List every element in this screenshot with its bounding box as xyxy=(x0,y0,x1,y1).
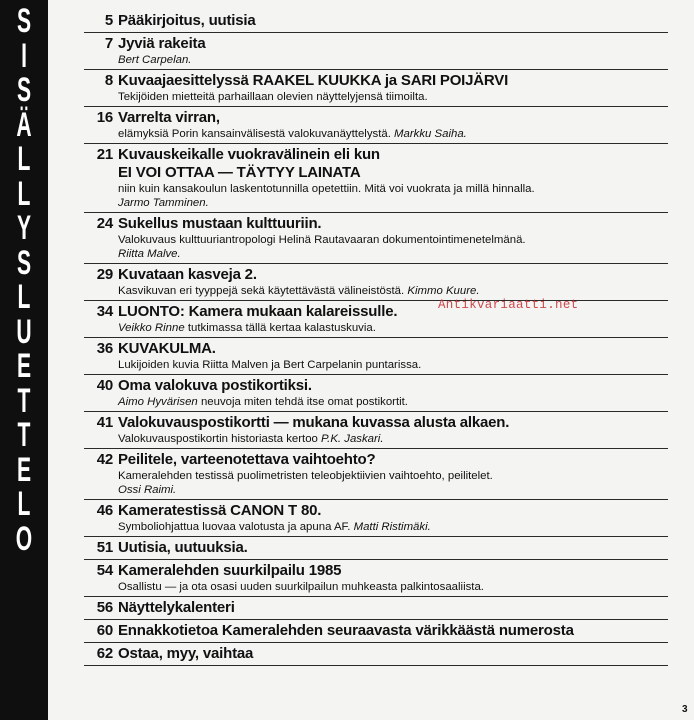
entry-author: Veikko Rinne xyxy=(118,322,185,334)
sidebar-letter: S xyxy=(16,71,32,109)
entry-author: Matti Ristimäki. xyxy=(353,521,431,533)
sidebar-letter: Y xyxy=(16,209,32,247)
page-ref: 60 xyxy=(96,622,113,639)
entry-description-text: Kasvikuvan eri tyyppejä sekä käytettävästä välineistöstä. xyxy=(118,285,405,297)
page-ref: 56 xyxy=(96,599,113,616)
entry-title: Ennakkotietoa Kameralehden seuraavasta värikkäästä numerosta xyxy=(118,622,574,639)
sidebar-title xyxy=(0,4,48,556)
entry-description-text: Tekijöiden mietteitä parhaillaan olevien näyttelyjensä tiimoilta. xyxy=(118,91,428,103)
entry-body xyxy=(118,266,668,298)
entry-title: Peilitele, varteenotettava vaihtoehto? xyxy=(118,451,376,468)
toc-entry xyxy=(84,500,668,537)
entry-description xyxy=(118,53,668,67)
entry-title: Kuvataan kasveja 2. xyxy=(118,266,257,283)
page-ref: 8 xyxy=(104,72,113,89)
sidebar-letter: T xyxy=(17,381,31,420)
toc-entry xyxy=(84,10,668,33)
entry-description-text: elämyksiä Porin kansainvälisestä valokuvanäyttelystä. xyxy=(118,128,391,140)
entry-title: Uutisia, uutuuksia. xyxy=(118,539,248,556)
entry-title: Varrelta virran, xyxy=(118,109,220,126)
entry-author: Aimo Hyvärisen xyxy=(118,396,198,408)
page-ref: 29 xyxy=(96,266,113,283)
sidebar-letter: I xyxy=(21,36,27,75)
toc-entry xyxy=(84,70,668,107)
entry-description-text: Valokuvaus kulttuuriantropologi Helinä Rautavaaran dokumentointimenetelmänä. xyxy=(118,234,526,246)
entry-body xyxy=(118,12,668,30)
toc-entry xyxy=(84,107,668,144)
page-number: 3 xyxy=(682,704,688,715)
entry-body xyxy=(118,215,668,261)
entry-body xyxy=(118,599,668,617)
page-ref: 36 xyxy=(96,340,113,357)
sidebar-letter: L xyxy=(17,174,31,213)
entry-description-text: tutkimassa tällä kertaa kalastuskuvia. xyxy=(187,322,376,334)
entry-body xyxy=(118,35,668,67)
entry-description xyxy=(118,580,668,594)
sidebar-letter: Ä xyxy=(16,105,32,144)
entry-description-text: niin kuin kansakoulun laskentotunnilla opetettiin. Mitä voi vuokrata ja millä hinnalla. xyxy=(118,183,535,195)
entry-description xyxy=(118,520,668,534)
entry-body xyxy=(118,622,668,640)
entry-author: Jarmo Tamminen. xyxy=(118,197,209,209)
sidebar-letter: S xyxy=(16,243,32,282)
entry-description xyxy=(118,358,668,372)
entry-body xyxy=(118,72,668,104)
entry-body xyxy=(118,303,668,335)
entry-title: Kameralehden suurkilpailu 1985 xyxy=(118,562,342,579)
page-ref: 16 xyxy=(96,109,113,126)
watermark: Antikvariaatti.net xyxy=(438,298,579,312)
entry-description-text: Kameralehden testissä puolimetristen teleobjektiivien vaihtoehto, peilitelet. xyxy=(118,470,493,482)
sidebar-letter: L xyxy=(17,140,31,178)
page-ref: 34 xyxy=(96,303,113,320)
entry-description xyxy=(118,196,668,210)
entry-author: Kimmo Kuure. xyxy=(407,285,480,297)
page-ref: 5 xyxy=(104,12,113,29)
entry-author: Markku Saiha. xyxy=(394,128,467,140)
sidebar-letter: E xyxy=(16,450,32,489)
entry-title: Oma valokuva postikortiksi. xyxy=(118,377,312,394)
toc-entry xyxy=(84,412,668,449)
entry-description xyxy=(118,247,668,261)
entry-body xyxy=(118,539,668,557)
page-ref: 40 xyxy=(96,377,113,394)
entry-title: Valokuvauspostikortti — mukana kuvassa alusta alkaen. xyxy=(118,414,510,431)
entry-body xyxy=(118,451,668,497)
page-ref: 62 xyxy=(96,645,113,662)
entry-body xyxy=(118,377,668,409)
sidebar-letter: L xyxy=(17,485,31,523)
entry-description-text: Valokuvauspostikortin historiasta kertoo xyxy=(118,433,318,445)
entry-body xyxy=(118,414,668,446)
entry-body xyxy=(118,340,668,372)
sidebar-letter: S xyxy=(16,2,32,40)
entry-description xyxy=(118,284,668,298)
entry-title: Pääkirjoitus, uutisia xyxy=(118,12,256,29)
toc-entry xyxy=(84,375,668,412)
entry-body xyxy=(118,146,668,210)
toc-entry xyxy=(84,301,668,338)
table-of-contents xyxy=(84,10,668,666)
entry-title: Kuvauskeikalle vuokravälinein eli kun xyxy=(118,146,380,163)
entry-author: P.K. Jaskari. xyxy=(321,433,384,445)
page-ref: 41 xyxy=(96,414,113,431)
toc-entry xyxy=(84,264,668,301)
page-ref: 21 xyxy=(96,146,113,163)
page-ref: 51 xyxy=(96,539,113,556)
sidebar-title-bar xyxy=(0,0,48,720)
toc-entry xyxy=(84,560,668,597)
entry-author: Bert Carpelan. xyxy=(118,54,192,66)
entry-body xyxy=(118,645,668,663)
entry-author: Ossi Raimi. xyxy=(118,484,177,496)
entry-description xyxy=(118,432,668,446)
entry-description-text: Symboliohjattua luovaa valotusta ja apuna AF. xyxy=(118,521,351,533)
toc-entry xyxy=(84,213,668,264)
entry-title: Kameratestissä CANON T 80. xyxy=(118,502,322,519)
entry-title: Sukellus mustaan kulttuuriin. xyxy=(118,215,322,232)
entry-description xyxy=(118,127,668,141)
entry-title: Jyviä rakeita xyxy=(118,35,206,52)
page-ref: 7 xyxy=(104,35,113,52)
entry-title-line2: EI VOI OTTAA — TÄYTYY LAINATA xyxy=(118,164,361,181)
sidebar-letter: L xyxy=(17,278,31,316)
entry-description xyxy=(118,469,668,483)
entry-title: LUONTO: Kamera mukaan kalareissulle. xyxy=(118,303,398,320)
entry-description xyxy=(118,233,668,247)
toc-entry xyxy=(84,144,668,213)
entry-author: Riitta Malve. xyxy=(118,248,181,260)
page-ref: 42 xyxy=(96,451,113,468)
sidebar-letter: T xyxy=(17,416,31,454)
entry-description-text: Lukijoiden kuvia Riitta Malven ja Bert Carpelanin puntarissa. xyxy=(118,359,422,371)
entry-title: Ostaa, myy, vaihtaa xyxy=(118,645,254,662)
entry-title: Näyttelykalenteri xyxy=(118,599,235,616)
toc-entry xyxy=(84,33,668,70)
toc-entry xyxy=(84,449,668,500)
toc-entry xyxy=(84,620,668,643)
entry-description xyxy=(118,395,668,409)
entry-title: Kuvaajaesittelyssä RAAKEL KUUKKA ja SARI POIJÄRVI xyxy=(118,72,509,89)
page-ref: 46 xyxy=(96,502,113,519)
toc-entry xyxy=(84,537,668,560)
entry-description xyxy=(118,90,668,104)
toc-entry xyxy=(84,597,668,620)
entry-description-text: Osallistu — ja ota osasi uuden suurkilpailun muhkeasta palkintosaaliista. xyxy=(118,581,484,593)
entry-description-text: neuvoja miten tehdä itse omat postikortit. xyxy=(200,396,408,408)
entry-description xyxy=(118,321,668,335)
toc-entry xyxy=(84,338,668,375)
sidebar-letter: E xyxy=(16,347,32,385)
entry-body xyxy=(118,562,668,594)
toc-entry xyxy=(84,643,668,666)
entry-description xyxy=(118,483,668,497)
entry-title: KUVAKULMA. xyxy=(118,340,216,357)
sidebar-letter: O xyxy=(15,519,33,558)
entry-body xyxy=(118,502,668,534)
entry-body xyxy=(118,109,668,141)
page-ref: 24 xyxy=(96,215,113,232)
entry-description xyxy=(118,182,668,196)
sidebar-letter: U xyxy=(16,312,32,351)
page-ref: 54 xyxy=(96,562,113,579)
